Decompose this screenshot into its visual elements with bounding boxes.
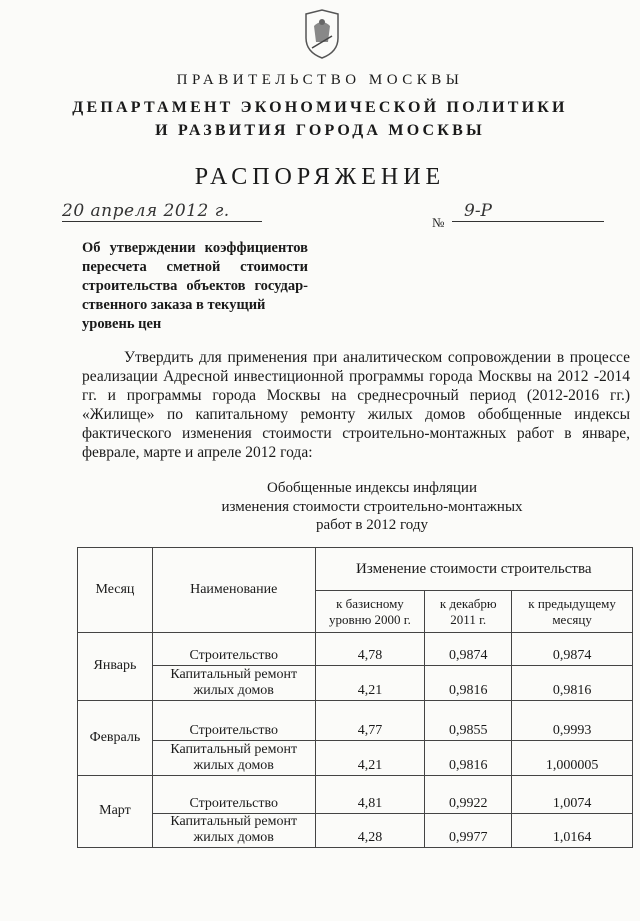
- value-dec-2011: 0,9816: [425, 666, 512, 701]
- value-dec-2011: 0,9874: [425, 633, 512, 666]
- value-dec-2011: 0,9922: [425, 776, 512, 814]
- value-base-2000: 4,21: [315, 666, 425, 701]
- subject-line: ственного заказа в текущий: [82, 297, 266, 313]
- value-base-2000: 4,28: [315, 814, 425, 848]
- table-row: [78, 633, 633, 666]
- table-title-line: работ в 2012 году: [316, 517, 428, 533]
- value-dec-2011: 0,9816: [425, 741, 512, 776]
- subject-line: Об утверждении коэффициентов: [82, 240, 308, 256]
- paragraph-line: гг. и программы города Москвы на среднесрочный период (2012-2016 гг.): [82, 387, 630, 404]
- table-title: [172, 479, 572, 535]
- body-paragraph: [82, 348, 630, 462]
- value-prev-month: 1,0074: [512, 776, 633, 814]
- moscow-coat-of-arms-icon: [302, 8, 342, 60]
- table-row: [78, 814, 633, 848]
- month-cell: Февраль: [78, 701, 153, 776]
- paragraph-line: феврале, марте и апреле 2012 года:: [82, 444, 313, 461]
- value-dec-2011: 0,9977: [425, 814, 512, 848]
- value-prev-month: 0,9874: [512, 633, 633, 666]
- number-label: №: [432, 215, 445, 230]
- table-title-line: Обобщенные индексы инфляции: [267, 480, 477, 496]
- subject-line: уровень цен: [82, 316, 162, 332]
- paragraph-line: «Жилище» по капитальному ремонту жилых домов обобщенные индексы: [82, 406, 630, 423]
- header-month: Месяц: [78, 548, 153, 633]
- department-name-line1: ДЕПАРТАМЕНТ ЭКОНОМИЧЕСКОЙ ПОЛИТИКИ: [72, 99, 568, 116]
- subject-line: строительства объектов государ-: [82, 278, 308, 294]
- name-cell: Капитальный ремонт жилых домов: [152, 666, 315, 701]
- table-title-line: изменения стоимости строительно-монтажных: [221, 498, 523, 515]
- inflation-index-table: [77, 547, 633, 848]
- month-cell: Январь: [78, 633, 153, 701]
- table-row: [78, 701, 633, 741]
- value-dec-2011: 0,9855: [425, 701, 512, 741]
- document-subject: [82, 239, 308, 334]
- name-cell: Капитальный ремонт жилых домов: [152, 741, 315, 776]
- document-number: 9-Р: [452, 201, 604, 222]
- subject-line: пересчета сметной стоимости: [82, 259, 308, 275]
- header-name: Наименование: [152, 548, 315, 633]
- month-cell: Март: [78, 776, 153, 848]
- header-col-prev-month: к предыдущему месяцу: [512, 591, 633, 633]
- header-group: Изменение стоимости строительства: [315, 548, 632, 591]
- paragraph-line: реализации Адресной инвестиционной программы города Москвы на 2012 -2014: [82, 368, 630, 385]
- name-cell: Строительство: [152, 633, 315, 666]
- paragraph-line: фактического изменения стоимости строительно-монтажных работ в январе,: [82, 425, 630, 442]
- table-row: [78, 776, 633, 814]
- header-col-dec-2011: к декабрю 2011 г.: [425, 591, 512, 633]
- value-base-2000: 4,81: [315, 776, 425, 814]
- name-cell: Строительство: [152, 776, 315, 814]
- value-base-2000: 4,77: [315, 701, 425, 741]
- value-prev-month: 1,000005: [512, 741, 633, 776]
- paragraph-line: Утвердить для применения при аналитическом сопровождении в процессе: [124, 349, 630, 366]
- government-name: ПРАВИТЕЛЬСТВО МОСКВЫ: [176, 72, 464, 88]
- document-date: 20 апреля 2012 г.: [62, 201, 262, 222]
- table-row: [78, 741, 633, 776]
- value-base-2000: 4,78: [315, 633, 425, 666]
- value-prev-month: 0,9993: [512, 701, 633, 741]
- document-type: РАСПОРЯЖЕНИЕ: [194, 164, 446, 190]
- table-row: [78, 666, 633, 701]
- value-base-2000: 4,21: [315, 741, 425, 776]
- header-col-base-2000: к базисному уровню 2000 г.: [315, 591, 425, 633]
- name-cell: Строительство: [152, 701, 315, 741]
- value-prev-month: 0,9816: [512, 666, 633, 701]
- department-name-line2: И РАЗВИТИЯ ГОРОДА МОСКВЫ: [155, 122, 485, 139]
- value-prev-month: 1,0164: [512, 814, 633, 848]
- name-cell: Капитальный ремонт жилых домов: [152, 814, 315, 848]
